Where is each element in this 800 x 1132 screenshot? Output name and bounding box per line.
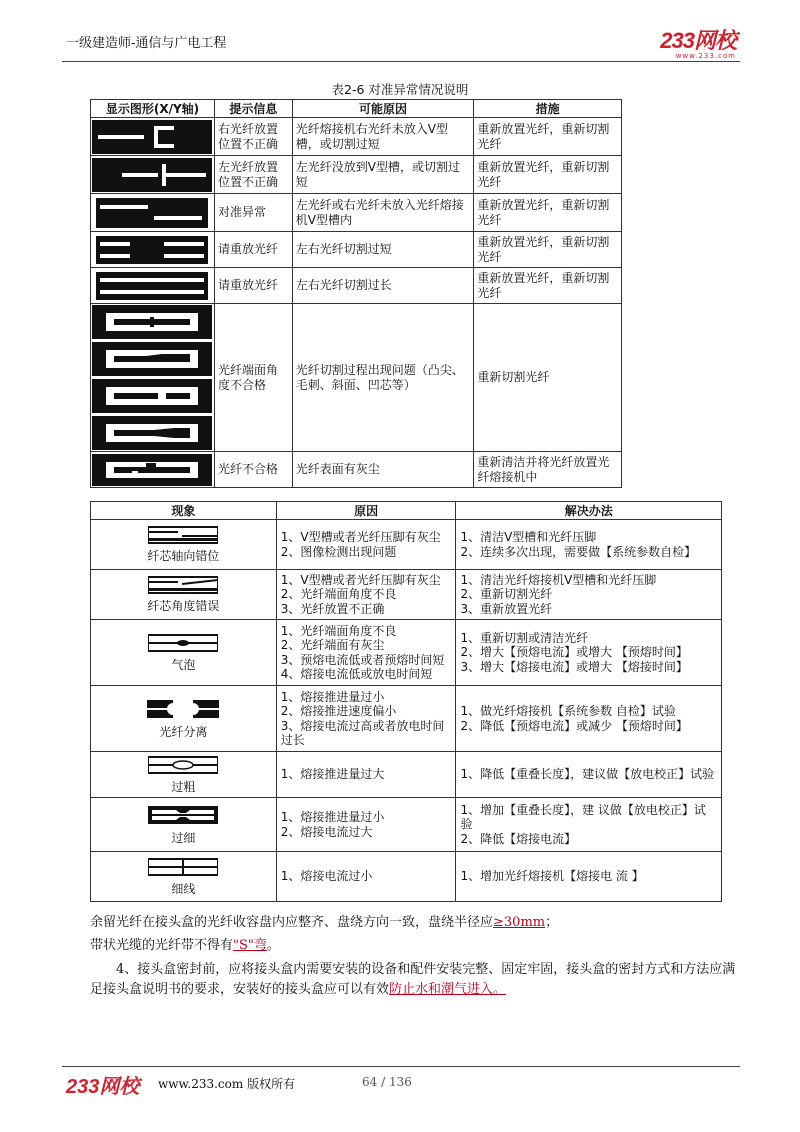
cause-line: 1、熔接电流过小 bbox=[280, 869, 373, 884]
cause-cell: 左光纤或右光纤未放入光纤熔接机V型槽内 bbox=[292, 194, 474, 232]
col-header: 可能原因 bbox=[292, 100, 474, 118]
solution-line: 1、重新切割或清洁光纤 bbox=[460, 630, 589, 645]
solution-line: 1、做光纤熔接机【系统参数 自检】试验 bbox=[460, 704, 676, 719]
table-row bbox=[91, 686, 722, 752]
action-cell: 重新切割光纤 bbox=[474, 304, 622, 452]
cause-line: 4、熔接电流低或放电时间短 bbox=[280, 666, 433, 681]
table-row bbox=[91, 194, 622, 232]
fiber-left-misplaced-icon bbox=[91, 156, 215, 194]
action-cell: 重新放置光纤，重新切割光纤 bbox=[474, 118, 622, 156]
cause-cell: 左右光纤切割过短 bbox=[292, 232, 474, 268]
solution-cell bbox=[456, 686, 722, 752]
table-row bbox=[91, 570, 722, 620]
prompt-cell: 光纤端面角度不合格 bbox=[214, 304, 292, 452]
table-row bbox=[91, 118, 622, 156]
cause-line: 2、光纤端面有灰尘 bbox=[280, 638, 385, 653]
cause-cell: 光纤熔接机右光纤未放入V型槽，或切割过短 bbox=[292, 118, 474, 156]
cause-line: 1、V型槽或者光纤压脚有灰尘 bbox=[280, 572, 441, 587]
phenomenon-label: 过细 bbox=[171, 831, 196, 845]
highlight-text: ≥30mm bbox=[493, 915, 546, 930]
too-thick-icon bbox=[148, 755, 218, 775]
phenomenon-cell bbox=[91, 686, 277, 752]
cause-cell bbox=[276, 852, 456, 902]
col-header: 措施 bbox=[474, 100, 622, 118]
table-header-row bbox=[91, 502, 722, 520]
cause-line: 3、光纤放置不正确 bbox=[280, 601, 385, 616]
phenomenon-label: 过粗 bbox=[171, 780, 196, 794]
action-cell: 重新放置光纤，重新切割光纤 bbox=[474, 232, 622, 268]
reload-fiber-short-icon bbox=[91, 232, 215, 268]
solution-line: 3、增大【熔接电流】或增大 【熔接时间】 bbox=[460, 659, 688, 674]
phenomenon-label: 气泡 bbox=[171, 658, 196, 672]
solution-line: 1、增加光纤熔接机【熔接电 流 】 bbox=[460, 869, 644, 884]
action-cell: 重新放置光纤，重新切割光纤 bbox=[474, 268, 622, 304]
highlight-text: "S"弯 bbox=[233, 938, 267, 953]
solution-line: 2、重新切割光纤 bbox=[460, 587, 553, 602]
solution-line: 2、降低【熔接电流】 bbox=[460, 831, 577, 846]
paragraph-ribbon bbox=[90, 936, 740, 956]
paragraph-text: 余留光纤在接头盒的光纤收容盘内应整齐、盘绕方向一致，盘绕半径应 bbox=[90, 915, 494, 930]
table-row bbox=[91, 156, 622, 194]
solution-line: 1、清洁光纤熔接机V型槽和光纤压脚 bbox=[460, 572, 657, 587]
end-face-angle-icon-1 bbox=[92, 305, 212, 339]
table-row bbox=[91, 232, 622, 268]
table1-caption: 表2-6 对准异常情况说明 bbox=[331, 82, 469, 97]
action-cell: 重新放置光纤，重新切割光纤 bbox=[474, 194, 622, 232]
end-face-angle-icon-2 bbox=[92, 342, 212, 376]
cause-line: 2、图像检测出现问题 bbox=[280, 544, 397, 559]
end-face-angle-icon-4 bbox=[92, 416, 212, 450]
page-footer bbox=[62, 1066, 740, 1096]
paragraph-text: ； bbox=[545, 915, 559, 930]
solution-cell bbox=[456, 798, 722, 852]
col-header: 提示信息 bbox=[214, 100, 292, 118]
cause-line: 1、熔接推进量过小 bbox=[280, 689, 385, 704]
col-header: 原因 bbox=[276, 502, 456, 520]
cause-cell: 左右光纤切割过长 bbox=[292, 268, 474, 304]
table-row bbox=[91, 304, 622, 452]
phenomenon-cell bbox=[91, 570, 277, 620]
solution-line: 2、降低【预熔电流】或减少 【预熔时间】 bbox=[460, 718, 688, 733]
phenomenon-label: 细线 bbox=[171, 882, 196, 896]
solution-line: 2、增大【预熔电流】或增大 【预熔时间】 bbox=[460, 645, 688, 660]
prompt-cell: 请重放光纤 bbox=[214, 232, 292, 268]
cause-line: 3、熔接电流过高或者放电时间过长 bbox=[280, 718, 445, 747]
cause-line: 2、熔接推进速度偏小 bbox=[280, 704, 397, 719]
phenomenon-cell bbox=[91, 620, 277, 686]
reload-fiber-long-icon bbox=[91, 268, 215, 304]
cause-cell bbox=[276, 798, 456, 852]
paragraph-text: 。 bbox=[266, 938, 280, 953]
action-cell: 重新清洁并将光纤放置光纤熔接机中 bbox=[474, 452, 622, 488]
cause-line: 1、熔接推进量过大 bbox=[280, 767, 385, 782]
solution-cell bbox=[456, 752, 722, 798]
fiber-dust-icon bbox=[91, 452, 215, 488]
fiber-separation-icon bbox=[147, 698, 219, 720]
solution-line: 1、降低【重叠长度】，建议做【放电校正】试验 bbox=[460, 767, 715, 782]
table-row bbox=[91, 798, 722, 852]
prompt-cell: 右光纤放置位置不正确 bbox=[214, 118, 292, 156]
end-face-angle-icons bbox=[91, 304, 215, 452]
table-row bbox=[91, 752, 722, 798]
cause-cell: 光纤表面有灰尘 bbox=[292, 452, 474, 488]
solution-line: 3、重新放置光纤 bbox=[460, 601, 553, 616]
action-cell: 重新放置光纤，重新切割光纤 bbox=[474, 156, 622, 194]
cause-line: 1、光纤端面角度不良 bbox=[280, 623, 397, 638]
phenomenon-cell bbox=[91, 852, 277, 902]
phenomenon-cell bbox=[91, 752, 277, 798]
splice-defect-table bbox=[90, 501, 722, 902]
core-angle-offset-icon bbox=[148, 576, 218, 594]
prompt-cell: 对准异常 bbox=[214, 194, 292, 232]
paragraph-text: 带状光缆的光纤带不得有 bbox=[90, 938, 234, 953]
prompt-cell: 左光纤放置位置不正确 bbox=[214, 156, 292, 194]
solution-cell bbox=[456, 620, 722, 686]
col-header: 显示图形(X/Y轴) bbox=[91, 100, 215, 118]
thin-line-icon bbox=[148, 857, 218, 877]
solution-line: 1、增加【重叠长度】，建 议做【放电校正】试验 bbox=[460, 802, 706, 832]
cause-line: 2、熔接电流过大 bbox=[280, 824, 373, 839]
solution-line: 1、清洁V型槽和光纤压脚 bbox=[460, 530, 597, 545]
phenomenon-label: 纤芯角度错误 bbox=[147, 599, 220, 613]
paragraph-fiber-coil bbox=[90, 913, 740, 933]
cause-line: 3、预熔电流低或者预熔时间短 bbox=[280, 652, 445, 667]
phenomenon-cell bbox=[91, 520, 277, 570]
table-row bbox=[91, 852, 722, 902]
col-header: 现象 bbox=[91, 502, 277, 520]
solution-line: 2、连续多次出现，需要做【系统参数自检】 bbox=[460, 544, 697, 559]
prompt-cell: 光纤不合格 bbox=[214, 452, 292, 488]
phenomenon-cell bbox=[91, 798, 277, 852]
cause-cell: 左光纤没放到V型槽，或切割过短 bbox=[292, 156, 474, 194]
table-row bbox=[91, 520, 722, 570]
cause-line: 2、光纤端面角度不良 bbox=[280, 587, 397, 602]
brand-url: www.233.com bbox=[675, 52, 736, 60]
fiber-right-misplaced-icon bbox=[91, 118, 215, 156]
alignment-abnormal-icon bbox=[91, 194, 215, 232]
cause-cell bbox=[276, 620, 456, 686]
brand-logo bbox=[660, 24, 736, 60]
cause-cell: 光纤切割过程出现问题（凸尖、毛刺、斜面、凹芯等） bbox=[292, 304, 474, 452]
phenomenon-label: 光纤分离 bbox=[159, 725, 208, 739]
table-row bbox=[91, 620, 722, 686]
brand-name: 233网校 bbox=[660, 28, 736, 53]
cause-cell bbox=[276, 752, 456, 798]
alignment-anomaly-table bbox=[90, 99, 622, 488]
cause-line: 1、V型槽或者光纤压脚有灰尘 bbox=[280, 530, 441, 545]
too-thin-icon bbox=[148, 804, 218, 826]
solution-cell bbox=[456, 852, 722, 902]
table-row bbox=[91, 268, 622, 304]
cause-cell bbox=[276, 520, 456, 570]
prompt-cell: 请重放光纤 bbox=[214, 268, 292, 304]
phenomenon-label: 纤芯轴向错位 bbox=[147, 549, 220, 563]
paragraph-sealing bbox=[90, 960, 740, 999]
table-header-row bbox=[91, 100, 622, 118]
end-face-angle-icon-3 bbox=[92, 379, 212, 413]
solution-cell bbox=[456, 570, 722, 620]
page-number: 64 / 136 bbox=[362, 1075, 412, 1089]
core-axial-offset-icon bbox=[148, 526, 218, 544]
page-header bbox=[62, 22, 740, 62]
paragraph-text: 4、接头盒密封前，应将接头盒内需要安装的设备和配件安装完整、固定牢固，接头盒的密封方式和方法应满足接头盒说明书的要求，安装好的接头盒应可以有效 bbox=[90, 962, 736, 997]
solution-cell bbox=[456, 520, 722, 570]
table-row bbox=[91, 452, 622, 488]
highlight-text: 防止水和潮气进入。 bbox=[389, 981, 507, 997]
cause-cell bbox=[276, 570, 456, 620]
bubble-icon bbox=[148, 633, 218, 653]
cause-line: 1、熔接推进量过小 bbox=[280, 810, 385, 825]
cause-cell bbox=[276, 686, 456, 752]
footer-site: www.233.com 版权所有 bbox=[158, 1077, 296, 1091]
col-header: 解决办法 bbox=[456, 502, 722, 520]
header-title: 一级建造师-通信与广电工程 bbox=[66, 36, 227, 51]
footer-brand: 233网校 bbox=[66, 1076, 140, 1098]
